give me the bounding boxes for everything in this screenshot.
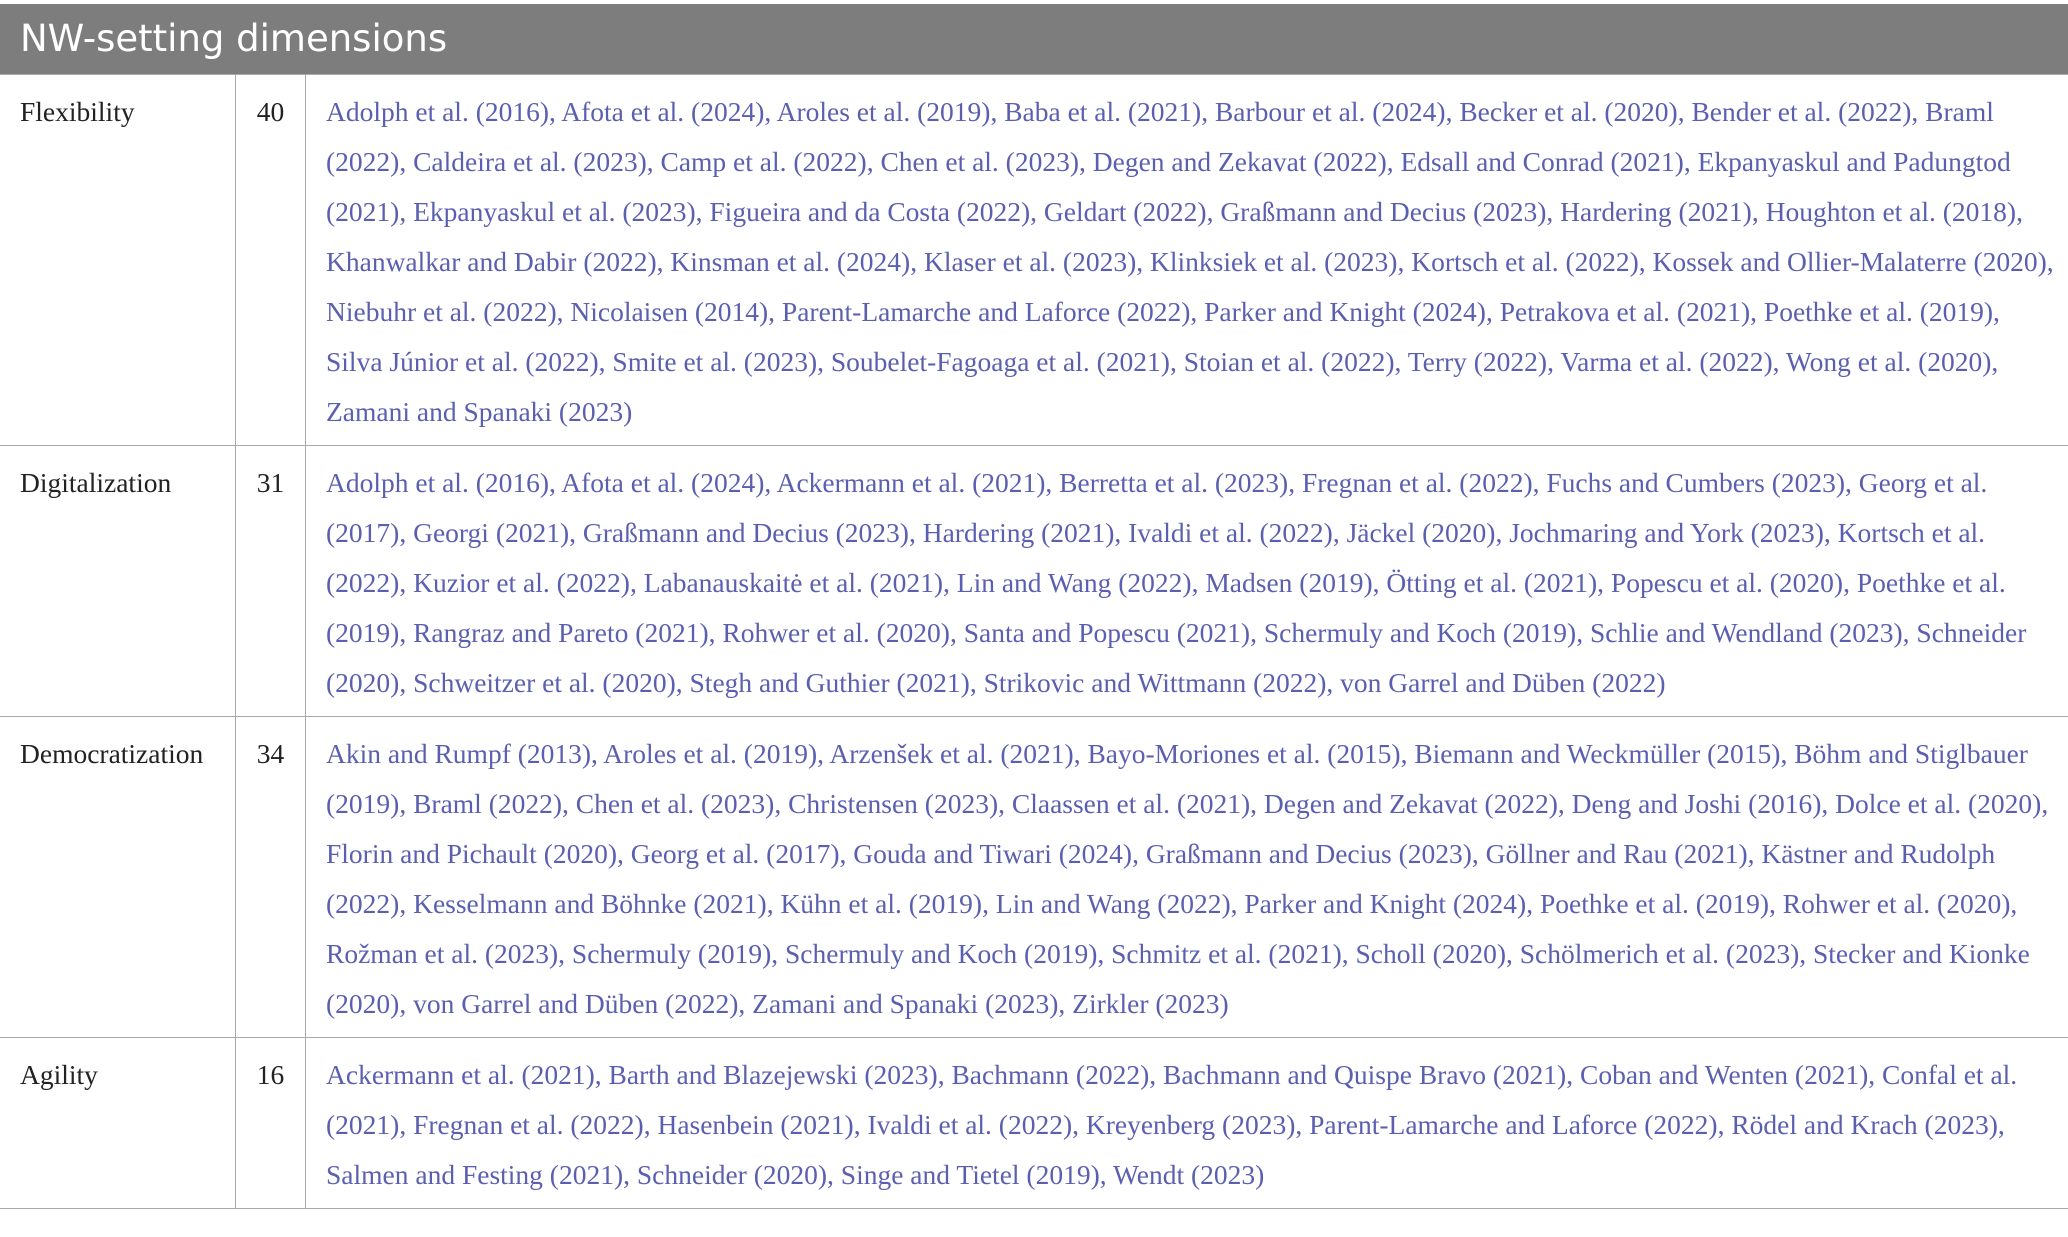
- reference-link[interactable]: Schmitz et al. (2021): [1111, 938, 1342, 969]
- reference-link[interactable]: Kortsch et al. (2022): [326, 517, 1986, 598]
- reference-link[interactable]: Geldart (2022): [1043, 196, 1207, 227]
- dimension-cell: Democratization: [0, 717, 236, 1038]
- reference-link[interactable]: Braml (2022): [413, 788, 563, 819]
- reference-link[interactable]: Georg et al. (2017): [326, 467, 1988, 548]
- reference-link[interactable]: Graßmann and Decius (2023): [1220, 196, 1547, 227]
- reference-link[interactable]: Popescu et al. (2020): [1610, 567, 1844, 598]
- reference-link[interactable]: Schneider (2020): [636, 1159, 828, 1190]
- reference-link[interactable]: Afota et al. (2024): [561, 96, 765, 127]
- reference-link[interactable]: Schweitzer et al. (2020): [413, 667, 676, 698]
- reference-link[interactable]: Barth and Blazejewski (2023): [608, 1059, 938, 1090]
- references-cell: Adolph et al. (2016), Afota et al. (2024), Ackermann et al. (2021), Berretta et al. (2023), Fregnan et al. (2022), Fuchs and Cumbers (2023), Georg et al. (2017), Georgi (2021), Graßmann and Decius (2023), Hardering (2021), Ivaldi et al. (2022), Jäckel (2020), Jochmaring and York (2023), Kortsch et al. (2022), Kuzior et al. (2022), Labanauskaitė et al. (2021), Lin and Wang (2022), Madsen (2019), Ötting et al. (2021), Popescu et al. (2020), Poethke et al. (2019), Rangraz and Pareto (2021), Rohwer et al. (2020), Santa and Popescu (2021), Schermuly and Koch (2019), Schlie and Wendland (2023), Schneider (2020), Schweitzer et al. (2020), Stegh and Guthier (2021), Strikovic and Wittmann (2022), von Garrel and Düben (2022): [306, 446, 2068, 717]
- reference-link[interactable]: Coban and Wenten (2021): [1579, 1059, 1869, 1090]
- reference-link[interactable]: Scholl (2020): [1355, 938, 1506, 969]
- reference-link[interactable]: Poethke et al. (2019): [1539, 888, 1770, 919]
- reference-link[interactable]: Kinsman et al. (2024): [670, 246, 911, 277]
- reference-link[interactable]: Kesselmann and Böhnke (2021): [413, 888, 767, 919]
- reference-link[interactable]: Varma et al. (2022): [1560, 346, 1773, 377]
- reference-link[interactable]: Aroles et al. (2019): [603, 738, 818, 769]
- references-cell: Ackermann et al. (2021), Barth and Blazejewski (2023), Bachmann (2022), Bachmann and Quispe Bravo (2021), Coban and Wenten (2021), Confal et al. (2021), Fregnan et al. (2022), Hasenbein (2021), Ivaldi et al. (2022), Kreyenberg (2023), Parent-Lamarche and Laforce (2022), Rödel and Krach (2023), Salmen and Festing (2021), Schneider (2020), Singe and Tietel (2019), Wendt (2023): [306, 1038, 2068, 1209]
- reference-link[interactable]: Madsen (2019): [1205, 567, 1373, 598]
- reference-link[interactable]: Schlie and Wendland (2023): [1589, 617, 1903, 648]
- reference-link[interactable]: Rohwer et al. (2020): [1782, 888, 2011, 919]
- reference-link[interactable]: Zamani and Spanaki (2023): [752, 988, 1059, 1019]
- table-row: [0, 1038, 2068, 1209]
- references-cell: Akin and Rumpf (2013), Aroles et al. (2019), Arzenšek et al. (2021), Bayo-Moriones et al. (2015), Biemann and Weckmüller (2015), Böhm and Stiglbauer (2019), Braml (2022), Chen et al. (2023), Christensen (2023), Claassen et al. (2021), Degen and Zekavat (2022), Deng and Joshi (2016), Dolce et al. (2020), Florin and Pichault (2020), Georg et al. (2017), Gouda and Tiwari (2024), Graßmann and Decius (2023), Göllner and Rau (2021), Kästner and Rudolph (2022), Kesselmann and Böhnke (2021), Kühn et al. (2019), Lin and Wang (2022), Parker and Knight (2024), Poethke et al. (2019), Rohwer et al. (2020), Rožman et al. (2023), Schermuly (2019), Schermuly and Koch (2019), Schmitz et al. (2021), Scholl (2020), Schölmerich et al. (2023), Stecker and Kionke (2020), von Garrel and Düben (2022), Zamani and Spanaki (2023), Zirkler (2023): [306, 717, 2068, 1038]
- reference-link[interactable]: Kuzior et al. (2022): [413, 567, 630, 598]
- reference-link[interactable]: Smite et al. (2023): [612, 346, 818, 377]
- reference-link[interactable]: Georgi (2021): [413, 517, 570, 548]
- count-cell: 31: [236, 446, 306, 717]
- table-row: [0, 717, 2068, 1038]
- reference-link[interactable]: Soubelet-Fagoaga et al. (2021): [830, 346, 1170, 377]
- reference-link[interactable]: Kästner and Rudolph (2022): [326, 838, 1996, 919]
- reference-link[interactable]: Stegh and Guthier (2021): [689, 667, 970, 698]
- reference-link[interactable]: Lin and Wang (2022): [995, 888, 1231, 919]
- reference-link[interactable]: Salmen and Festing (2021): [326, 1159, 624, 1190]
- reference-link[interactable]: Georg et al. (2017): [630, 838, 840, 869]
- table-row: [0, 446, 2068, 717]
- reference-link[interactable]: Afota et al. (2024): [561, 467, 765, 498]
- reference-link[interactable]: Schermuly and Koch (2019): [1263, 617, 1577, 648]
- reference-link[interactable]: Schermuly and Koch (2019): [785, 938, 1098, 969]
- reference-link[interactable]: Edsall and Conrad (2021): [1400, 146, 1684, 177]
- reference-link[interactable]: Parent-Lamarche and Laforce (2022): [781, 296, 1191, 327]
- reference-link[interactable]: Zirkler (2023): [1072, 988, 1229, 1019]
- reference-link[interactable]: Poethke et al. (2019): [326, 567, 2006, 648]
- table-row: [0, 75, 2068, 446]
- reference-link[interactable]: Graßmann and Decius (2023): [582, 517, 909, 548]
- reference-link[interactable]: Ackermann et al. (2021): [776, 467, 1046, 498]
- reference-link[interactable]: Poethke et al. (2019): [1763, 296, 1994, 327]
- reference-link[interactable]: Braml (2022): [326, 96, 1994, 177]
- reference-link[interactable]: Adolph et al. (2016): [326, 96, 550, 127]
- reference-link[interactable]: von Garrel and Düben (2022): [413, 988, 739, 1019]
- reference-link[interactable]: Schölmerich et al. (2023): [1519, 938, 1800, 969]
- reference-link[interactable]: Camp et al. (2022): [660, 146, 867, 177]
- reference-link[interactable]: Fregnan et al. (2022): [1301, 467, 1533, 498]
- reference-link[interactable]: Rangraz and Pareto (2021): [413, 617, 709, 648]
- reference-link[interactable]: Santa and Popescu (2021): [963, 617, 1251, 648]
- reference-link[interactable]: Ackermann et al. (2021): [326, 1059, 595, 1090]
- reference-link[interactable]: Confal et al. (2021): [326, 1059, 2018, 1140]
- reference-link[interactable]: Graßmann and Decius (2023): [1145, 838, 1472, 869]
- reference-link[interactable]: Fregnan et al. (2022): [413, 1109, 644, 1140]
- reference-link[interactable]: Jochmaring and York (2023): [1509, 517, 1824, 548]
- reference-link[interactable]: Göllner and Rau (2021): [1485, 838, 1748, 869]
- reference-link[interactable]: Rödel and Krach (2023): [1731, 1109, 1998, 1140]
- reference-link[interactable]: Hardering (2021): [1560, 196, 1752, 227]
- reference-link[interactable]: Wong et al. (2020): [1785, 346, 1992, 377]
- reference-link[interactable]: Rožman et al. (2023): [326, 938, 559, 969]
- reference-link[interactable]: Degen and Zekavat (2022): [1092, 146, 1387, 177]
- dimension-cell: Digitalization: [0, 446, 236, 717]
- reference-link[interactable]: Baba et al. (2021): [1004, 96, 1202, 127]
- reference-link[interactable]: Chen et al. (2023): [880, 146, 1079, 177]
- reference-link[interactable]: Zamani and Spanaki (2023): [326, 396, 633, 427]
- reference-link[interactable]: Caldeira et al. (2023): [413, 146, 647, 177]
- reference-link[interactable]: Parker and Knight (2024): [1204, 296, 1486, 327]
- reference-link[interactable]: Berretta et al. (2023): [1059, 467, 1289, 498]
- reference-link[interactable]: Kreyenberg (2023): [1085, 1109, 1296, 1140]
- reference-link[interactable]: Lin and Wang (2022): [956, 567, 1192, 598]
- reference-link[interactable]: Bender et al. (2022): [1691, 96, 1912, 127]
- reference-link[interactable]: Akin and Rumpf (2013): [326, 738, 592, 769]
- reference-link[interactable]: Bachmann and Quispe Bravo (2021): [1162, 1059, 1567, 1090]
- reference-link[interactable]: von Garrel and Düben (2022): [1340, 667, 1666, 698]
- reference-link[interactable]: Stecker and Kionke (2020): [326, 938, 2030, 1019]
- reference-link[interactable]: Gouda and Tiwari (2024): [853, 838, 1133, 869]
- reference-link[interactable]: Kossek and Ollier-Malaterre (2020): [1652, 246, 2047, 277]
- reference-link[interactable]: Ivaldi et al. (2022): [1128, 517, 1333, 548]
- reference-link[interactable]: Petrakova et al. (2021): [1499, 296, 1751, 327]
- reference-link[interactable]: Degen and Zekavat (2022): [1263, 788, 1558, 819]
- reference-link[interactable]: Niebuhr et al. (2022): [326, 296, 557, 327]
- reference-link[interactable]: Nicolaisen (2014): [570, 296, 769, 327]
- reference-link[interactable]: Schneider (2020): [326, 617, 2027, 698]
- reference-link[interactable]: Schermuly (2019): [571, 938, 772, 969]
- reference-link[interactable]: Parent-Lamarche and Laforce (2022): [1309, 1109, 1718, 1140]
- table-body: [0, 74, 2068, 1209]
- reference-link[interactable]: Claassen et al. (2021): [1011, 788, 1251, 819]
- reference-link[interactable]: Bayo-Moriones et al. (2015): [1087, 738, 1401, 769]
- reference-link[interactable]: Singe and Tietel (2019): [840, 1159, 1100, 1190]
- reference-link[interactable]: Hasenbein (2021): [657, 1109, 854, 1140]
- reference-link[interactable]: Chen et al. (2023): [575, 788, 775, 819]
- references-cell: Adolph et al. (2016), Afota et al. (2024), Aroles et al. (2019), Baba et al. (2021), Barbour et al. (2024), Becker et al. (2020), Bender et al. (2022), Braml (2022), Caldeira et al. (2023), Camp et al. (2022), Chen et al. (2023), Degen and Zekavat (2022), Edsall and Conrad (2021), Ekpanyaskul and Padungtod (2021), Ekpanyaskul et al. (2023), Figueira and da Costa (2022), Geldart (2022), Graßmann and Decius (2023), Hardering (2021), Houghton et al. (2018), Khanwalkar and Dabir (2022), Kinsman et al. (2024), Klaser et al. (2023), Klinksiek et al. (2023), Kortsch et al. (2022), Kossek and Ollier-Malaterre (2020), Niebuhr et al. (2022), Nicolaisen (2014), Parent-Lamarche and Laforce (2022), Parker and Knight (2024), Petrakova et al. (2021), Poethke et al. (2019), Silva Júnior et al. (2022), Smite et al. (2023), Soubelet-Fagoaga et al. (2021), Stoian et al. (2022), Terry (2022), Varma et al. (2022), Wong et al. (2020), Zamani and Spanaki (2023): [306, 75, 2068, 446]
- reference-link[interactable]: Böhm and Stiglbauer (2019): [326, 738, 2028, 819]
- reference-link[interactable]: Terry (2022): [1407, 346, 1548, 377]
- reference-link[interactable]: Deng and Joshi (2016): [1571, 788, 1822, 819]
- reference-link[interactable]: Florin and Pichault (2020): [326, 838, 618, 869]
- reference-link[interactable]: Fuchs and Cumbers (2023): [1546, 467, 1846, 498]
- dimensions-table: [0, 4, 2068, 1209]
- reference-link[interactable]: Houghton et al. (2018): [1765, 196, 2017, 227]
- reference-link[interactable]: Hardering (2021): [922, 517, 1115, 548]
- reference-link[interactable]: Ekpanyaskul et al. (2023): [413, 196, 696, 227]
- dimension-cell: Agility: [0, 1038, 236, 1209]
- reference-link[interactable]: Ivaldi et al. (2022): [867, 1109, 1073, 1140]
- reference-link[interactable]: Klaser et al. (2023): [923, 246, 1137, 277]
- reference-link[interactable]: Parker and Knight (2024): [1244, 888, 1527, 919]
- reference-link[interactable]: Strikovic and Wittmann (2022): [983, 667, 1327, 698]
- reference-link[interactable]: Silva Júnior et al. (2022): [326, 346, 599, 377]
- reference-link[interactable]: Barbour et al. (2024): [1214, 96, 1446, 127]
- reference-link[interactable]: Klinksiek et al. (2023): [1150, 246, 1398, 277]
- reference-link[interactable]: Kortsch et al. (2022): [1411, 246, 1639, 277]
- reference-link[interactable]: Adolph et al. (2016): [326, 467, 550, 498]
- reference-link[interactable]: Ötting et al. (2021): [1386, 567, 1598, 598]
- reference-link[interactable]: Wendt (2023): [1113, 1159, 1265, 1190]
- dimension-cell: Flexibility: [0, 75, 236, 446]
- reference-link[interactable]: Rohwer et al. (2020): [722, 617, 950, 648]
- reference-link[interactable]: Ekpanyaskul and Padungtod (2021): [326, 146, 2011, 227]
- reference-link[interactable]: Becker et al. (2020): [1459, 96, 1678, 127]
- reference-link[interactable]: Khanwalkar and Dabir (2022): [326, 246, 657, 277]
- reference-link[interactable]: Arzenšek et al. (2021): [829, 738, 1074, 769]
- reference-link[interactable]: Christensen (2023): [788, 788, 999, 819]
- reference-link[interactable]: Figueira and da Costa (2022): [709, 196, 1031, 227]
- reference-link[interactable]: Biemann and Weckmüller (2015): [1414, 738, 1781, 769]
- reference-link[interactable]: Stoian et al. (2022): [1183, 346, 1395, 377]
- table-title: NW-setting dimensions: [0, 4, 2068, 74]
- count-cell: 16: [236, 1038, 306, 1209]
- reference-link[interactable]: Bachmann (2022): [951, 1059, 1150, 1090]
- reference-link[interactable]: Labanauskaitė et al. (2021): [643, 567, 944, 598]
- count-cell: 34: [236, 717, 306, 1038]
- reference-link[interactable]: Jäckel (2020): [1346, 517, 1496, 548]
- reference-link[interactable]: Kühn et al. (2019): [780, 888, 983, 919]
- reference-link[interactable]: Aroles et al. (2019): [776, 96, 991, 127]
- reference-link[interactable]: Dolce et al. (2020): [1835, 788, 2042, 819]
- count-cell: 40: [236, 75, 306, 446]
